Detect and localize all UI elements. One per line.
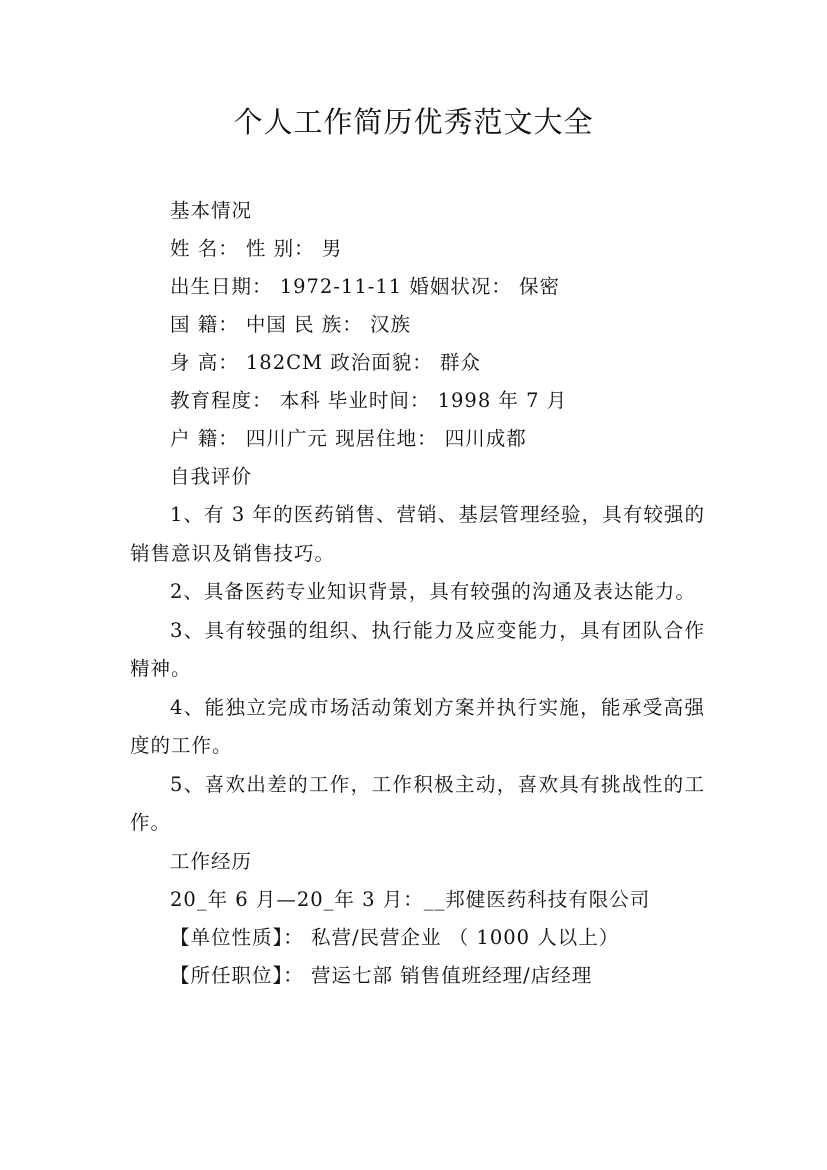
basic-line-education: 教育程度： 本科 毕业时间： 1998 年 7 月 <box>170 389 568 412</box>
self-eval-item: 2、具备医药专业知识背景，具有较强的沟通及表达能力。 <box>170 580 696 603</box>
basic-line-nationality: 国 籍： 中国 民 族： 汉族 <box>170 313 411 336</box>
work-line-period: 20_年 6 月—20_年 3 月：__邦健医药科技有限公司 <box>170 887 651 911</box>
self-eval-item: 5、喜欢出差的工作，工作积极主动，喜欢具有挑战性的工作。 <box>130 772 705 834</box>
self-eval-item: 3、具有较强的组织、执行能力及应变能力，具有团队合作精神。 <box>130 618 705 680</box>
self-eval-item: 4、能独立完成市场活动策划方案并执行实施，能承受高强度的工作。 <box>130 695 705 757</box>
self-eval-item: 1、有 3 年的医药销售、营销、基层管理经验，具有较强的销售意识及销售技巧。 <box>130 503 705 565</box>
basic-line-height: 身 高： 182CM 政治面貌： 群众 <box>170 351 481 374</box>
basic-line-residence: 户 籍： 四川广元 现居住地： 四川成都 <box>170 427 527 450</box>
basic-line-name: 姓 名： 性 别： 男 <box>170 237 343 260</box>
section-heading-work: 工作经历 <box>170 849 253 873</box>
section-heading-self-eval: 自我评价 <box>170 465 253 488</box>
section-heading-basic: 基本情况 <box>170 199 253 222</box>
work-line-position: 【所任职位】： 营运七部 销售值班经理/店经理 <box>170 963 593 987</box>
work-line-company-type: 【单位性质】： 私营/民营企业 （ 1000 人以上） <box>170 925 620 949</box>
document-body <box>130 192 705 995</box>
document-title: 个人工作简历优秀范文大全 <box>233 105 594 139</box>
basic-line-birth: 出生日期： 1972-11-11 婚姻状况： 保密 <box>170 275 561 298</box>
